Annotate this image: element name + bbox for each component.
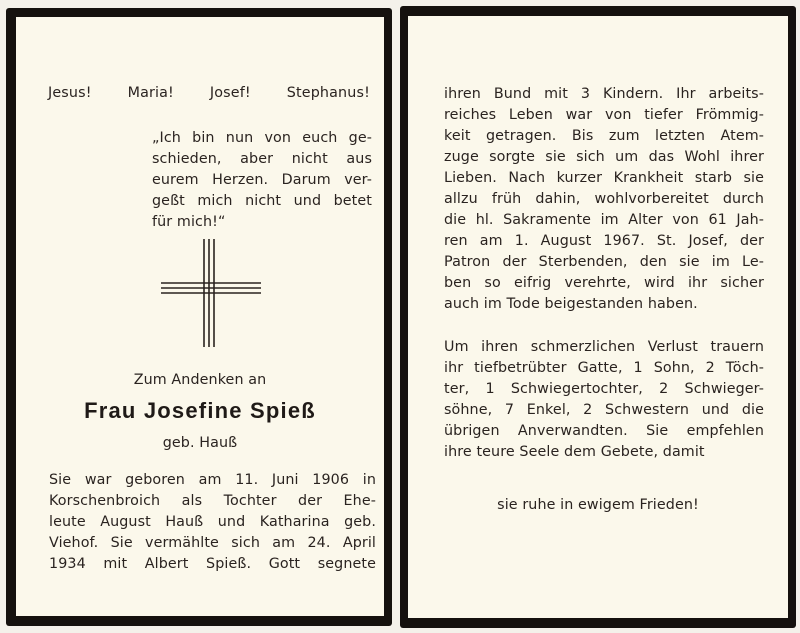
- invocation: [48, 85, 370, 101]
- invocation-word: Maria!: [127, 85, 174, 101]
- invocation-word: Jesus!: [48, 85, 92, 101]
- right-page: [408, 16, 788, 618]
- invocation-word: Stephanus!: [286, 85, 370, 101]
- body-line: Patron der Sterbenden, den sie im Le-: [444, 254, 764, 270]
- body-line: ihre teure Seele dem Gebete, damit: [444, 444, 705, 460]
- biography-line: leute August Hauß und Katharina geb.: [49, 514, 376, 530]
- body-line: allzu früh dahin, wohlvorbereitet durch: [444, 191, 764, 207]
- body-line: ben so eifrig verehrte, wird ihr sicher: [444, 275, 764, 291]
- remembrance-text: Zum Andenken an: [133, 372, 267, 388]
- maiden-name: geb. Hauß: [162, 435, 238, 451]
- biography-line: Korschenbroich als Tochter der Ehe-: [49, 493, 376, 509]
- biography-line: Sie war geboren am 11. Juni 1906 in: [49, 472, 376, 488]
- body-line: reiches Leben war von tiefer Frömmig-: [444, 107, 764, 123]
- quote-line: geßt mich nicht und betet: [152, 193, 372, 209]
- deceased-name: Frau Josefine Spieß: [84, 398, 316, 423]
- body-line: ren am 1. August 1967. St. Josef, der: [444, 233, 764, 249]
- closing-line: sie ruhe in ewigem Frieden!: [497, 497, 699, 513]
- body-line: ihr tiefbetrübter Gatte, 1 Sohn, 2 Töch-: [444, 360, 764, 376]
- body-line: ter, 1 Schwiegertochter, 2 Schwieger-: [444, 381, 764, 397]
- right-page-border: [400, 6, 796, 628]
- body-line: keit getragen. Bis zum letzten Atem-: [444, 128, 764, 144]
- body-line: auch im Tode beigestanden haben.: [444, 296, 698, 312]
- invocation-word: Josef!: [209, 85, 251, 101]
- body-line: ihren Bund mit 3 Kindern. Ihr arbeits-: [444, 86, 764, 102]
- quote-line: schieden, aber nicht aus: [152, 151, 372, 167]
- cross-icon: [159, 237, 263, 349]
- body-line: söhne, 7 Enkel, 2 Schwestern und die: [444, 402, 764, 418]
- biography-line: 1934 mit Albert Spieß. Gott segnete: [49, 556, 376, 572]
- biography-line: Viehof. Sie vermählte sich am 24. April: [49, 535, 376, 551]
- quote-line: für mich!“: [152, 214, 226, 230]
- quote-line: eurem Herzen. Darum ver-: [152, 172, 372, 188]
- left-page: [16, 17, 384, 616]
- body-line: übrigen Anverwandten. Sie empfehlen: [444, 423, 764, 439]
- body-line: Lieben. Nach kurzer Krankheit starb sie: [444, 170, 764, 186]
- body-line: die hl. Sakramente im Alter von 61 Jah-: [444, 212, 764, 228]
- quote-line: „Ich bin nun von euch ge-: [152, 130, 372, 146]
- body-line: Um ihren schmerzlichen Verlust trauern: [444, 339, 764, 355]
- body-line: zuge sorgte sie sich um das Wohl ihrer: [444, 149, 764, 165]
- left-page-border: [6, 8, 392, 626]
